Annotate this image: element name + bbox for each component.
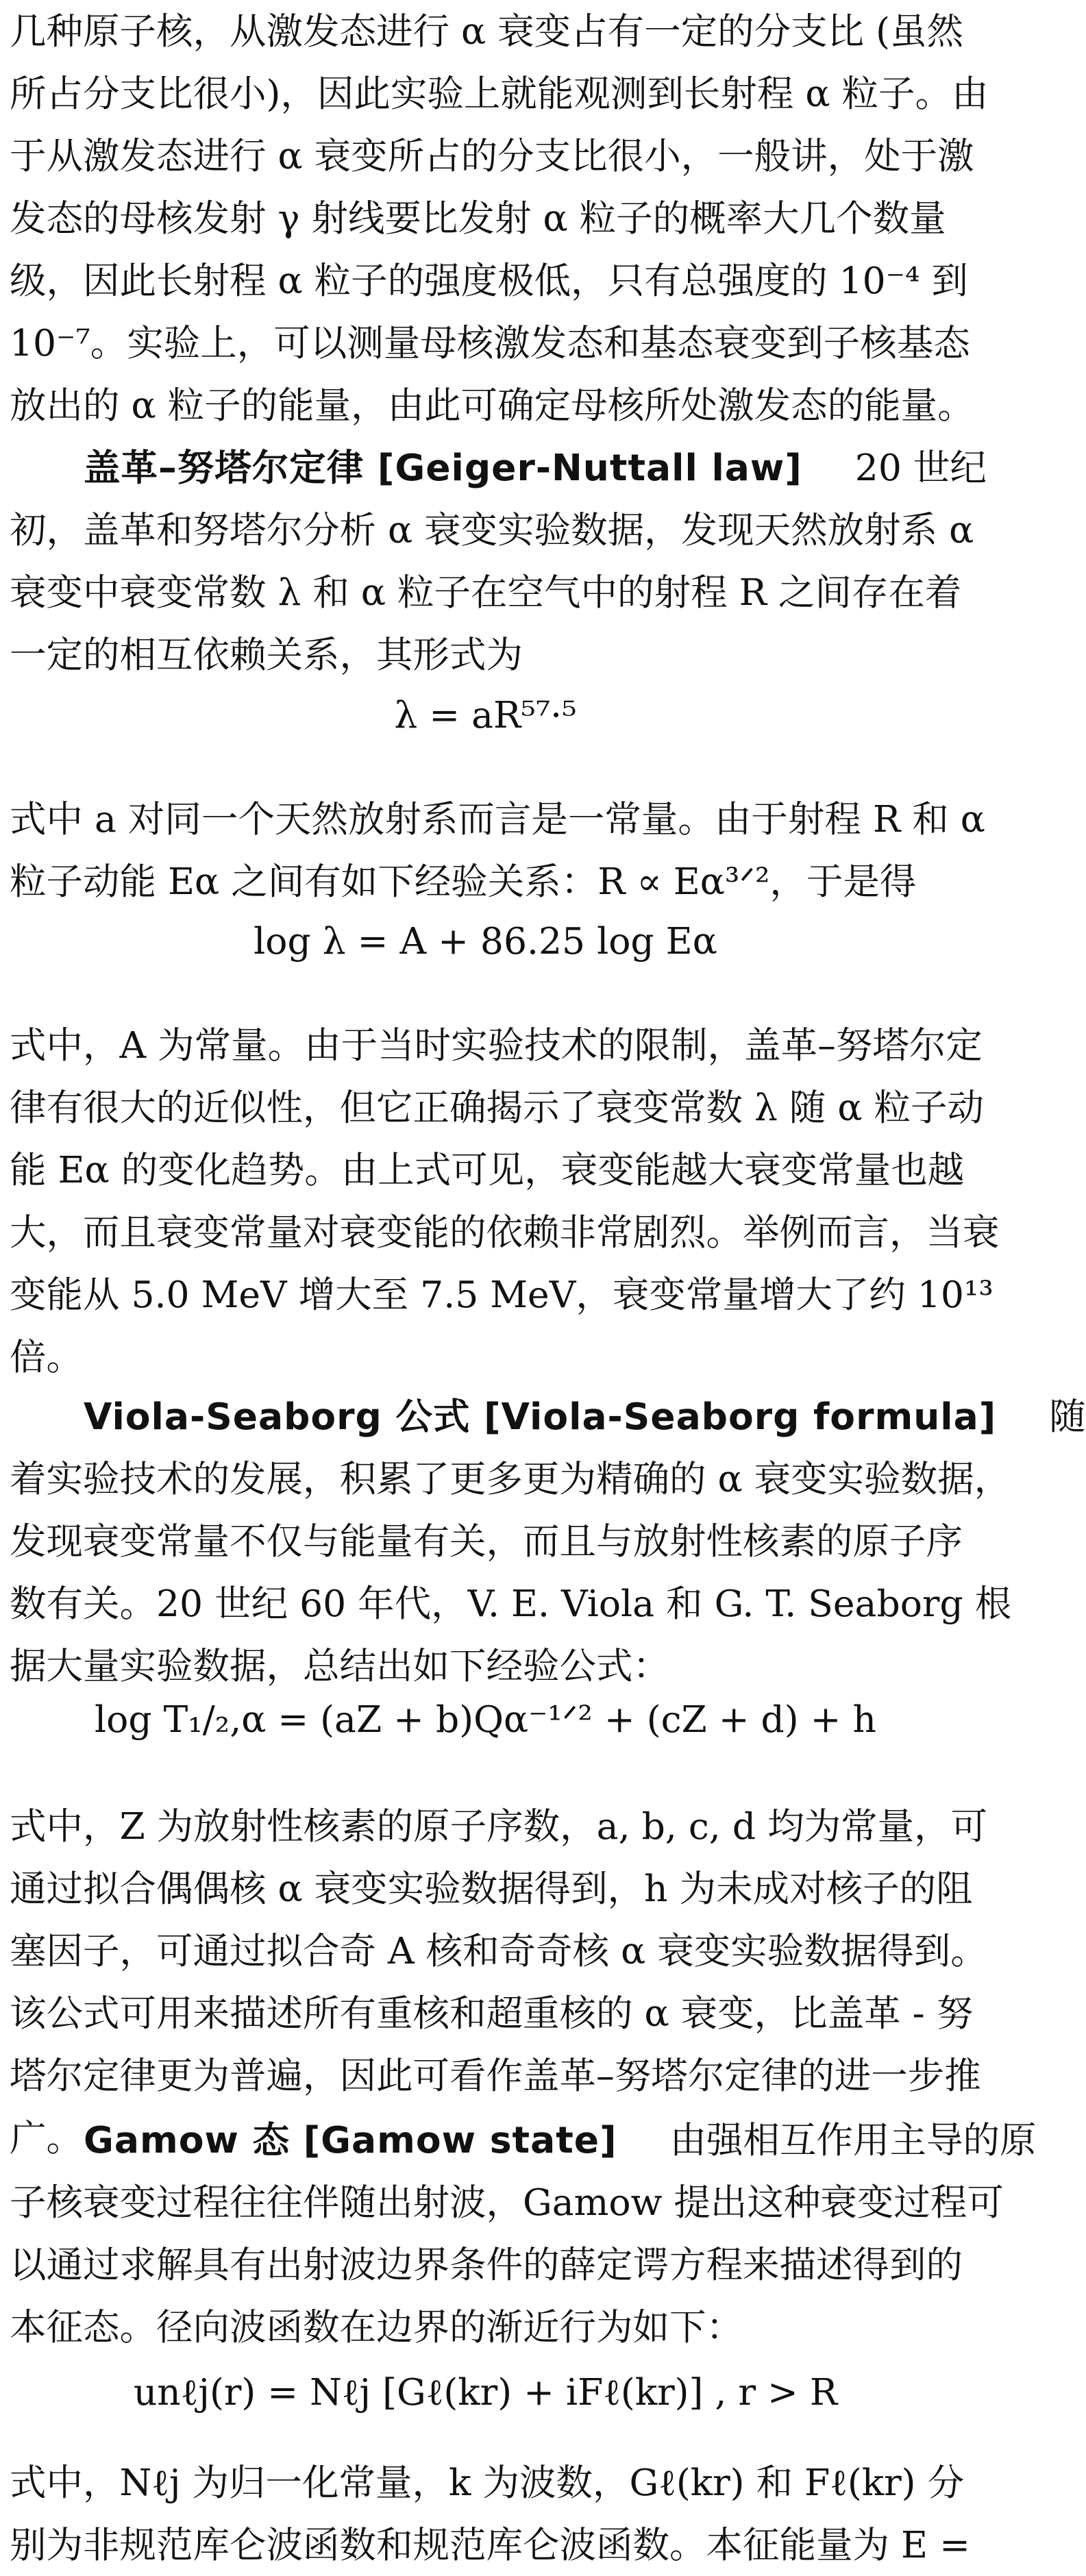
text-line: 通过拟合偶偶核 α 衰变实验数据得到，h 为未成对核子的阻 [10, 1867, 973, 1910]
text-line: 发现衰变常量不仅与能量有关，而且与放射性核素的原子序 [10, 1520, 963, 1563]
paragraph-long-range-alpha [10, 0, 989, 436]
text-line: 子核衰变过程往往伴随出射波，Gamow 提出这种衰变过程可 [10, 2181, 1004, 2224]
entry-geiger-nuttall [10, 436, 987, 686]
term-heading: Gamow 态 [Gamow state] [84, 2118, 617, 2162]
text-line: 本征态。径向波函数在边界的渐近行为如下： [10, 2305, 743, 2349]
entry-gamow-state [10, 2109, 1037, 2358]
entry-viola-seaborg [10, 1385, 1086, 1697]
paragraph-decay-trend [10, 1014, 1000, 1388]
entry-first-line [10, 436, 987, 499]
text-line: 式中，A 为常量。由于当时实验技术的限制，盖革–努塔尔定 [10, 1024, 983, 1067]
equation-viola-seaborg: log T₁/₂,α = (aZ + b)Qα⁻¹ᐟ² + (cZ + d) + h [95, 1698, 876, 1741]
text-line: 据大量实验数据，总结出如下经验公式： [10, 1644, 669, 1687]
text-line: 数有关。20 世纪 60 年代，V. E. Viola 和 G. T. Seaborg 根 [10, 1582, 1012, 1625]
paragraph-range-energy [10, 788, 985, 913]
text-line: 式中，Nℓj 为归一化常量，k 为波数，Gℓ(kr) 和 Fℓ(kr) 分 [10, 2461, 965, 2504]
equation-radial-wavefunction: unℓj(r) = Nℓj [Gℓ(kr) + iFℓ(kr)] , r > R [133, 2370, 838, 2414]
text-line: 别为非规范库仑波函数和规范库仑波函数。本征能量为 E = [10, 2523, 970, 2566]
text-line: 以通过求解具有出射波边界条件的薛定谔方程来描述得到的 [10, 2243, 963, 2286]
term-heading: Viola-Seaborg 公式 [Viola-Seaborg formula] [84, 1395, 997, 1438]
text-line: 放出的 α 粒子的能量，由此可确定母核所处激发态的能量。 [10, 384, 974, 427]
term-heading: 盖革–努塔尔定律 [Geiger-Nuttall law] [84, 446, 802, 489]
text-line: 塔尔定律更为普遍，因此可看作盖革–努塔尔定律的进一步推 [10, 2054, 981, 2097]
text-line: 粒子动能 Eα 之间有如下经验关系：R ∝ Eα³ᐟ²，于是得 [10, 860, 917, 903]
text-fragment: 20 世纪 [854, 446, 987, 489]
text-fragment: 随 [1049, 1395, 1086, 1438]
text-line: 10⁻⁷。实验上，可以测量母核激发态和基态衰变到子核基态 [10, 321, 970, 364]
paragraph-coulomb-functions [10, 2451, 970, 2576]
text-fragment: 由强相互作用主导的原 [669, 2118, 1037, 2162]
text-line: 衰变中衰变常数 λ 和 α 粒子在空气中的射程 R 之间存在着 [10, 571, 962, 614]
text-line: 变能从 5.0 MeV 增大至 7.5 MeV，衰变常量增大了约 10¹³ [10, 1273, 994, 1316]
text-line: 发态的母核发射 γ 射线要比发射 α 粒子的概率大几个数量 [10, 197, 946, 240]
text-line: 一定的相互依赖关系，其形式为 [10, 633, 523, 676]
text-line: 所占分支比很小)，因此实验上就能观测到长射程 α 粒子。由 [10, 72, 989, 115]
text-line: 大，而且衰变常量对衰变能的依赖非常剧烈。举例而言，当衰 [10, 1211, 1000, 1254]
text-line: 几种原子核，从激发态进行 α 衰变占有一定的分支比 (虽然 [10, 10, 964, 53]
entry-first-line [10, 1385, 1086, 1448]
text-line: 能 Eα 的变化趋势。由上式可见，衰变能越大衰变常量也越 [10, 1148, 965, 1191]
equation-geiger-nuttall: λ = aR⁵⁷·⁵ [394, 693, 577, 736]
text-line: 广。 [10, 2116, 83, 2159]
equation-log-lambda: log λ = A + 86.25 log Eα [254, 919, 717, 963]
text-line: 式中 a 对同一个天然放射系而言是一常量。由于射程 R 和 α [10, 797, 985, 841]
text-line: 塞因子，可通过拟合奇 A 核和奇奇核 α 衰变实验数据得到。 [10, 1929, 987, 1972]
text-line: 初，盖革和努塔尔分析 α 衰变实验数据，发现天然放射系 α [10, 508, 974, 552]
entry-first-line [10, 2109, 1037, 2171]
text-line: 律有很大的近似性，但它正确揭示了衰变常数 λ 随 α 粒子动 [10, 1086, 985, 1129]
text-line: 级，因此长射程 α 粒子的强度极低，只有总强度的 10⁻⁴ 到 [10, 259, 968, 302]
text-line: 于从激发态进行 α 衰变所占的分支比很小，一般讲，处于激 [10, 134, 974, 177]
text-line: 式中，Z 为放射性核素的原子序数，a, b, c, d 均为常量，可 [10, 1805, 988, 1848]
text-line: 该公式可用来描述所有重核和超重核的 α 衰变，比盖革 - 努 [10, 1992, 974, 2035]
text-line: 着实验技术的发展，积累了更多更为精确的 α 衰变实验数据， [10, 1457, 1011, 1500]
text-line: 倍。 [10, 1335, 83, 1378]
